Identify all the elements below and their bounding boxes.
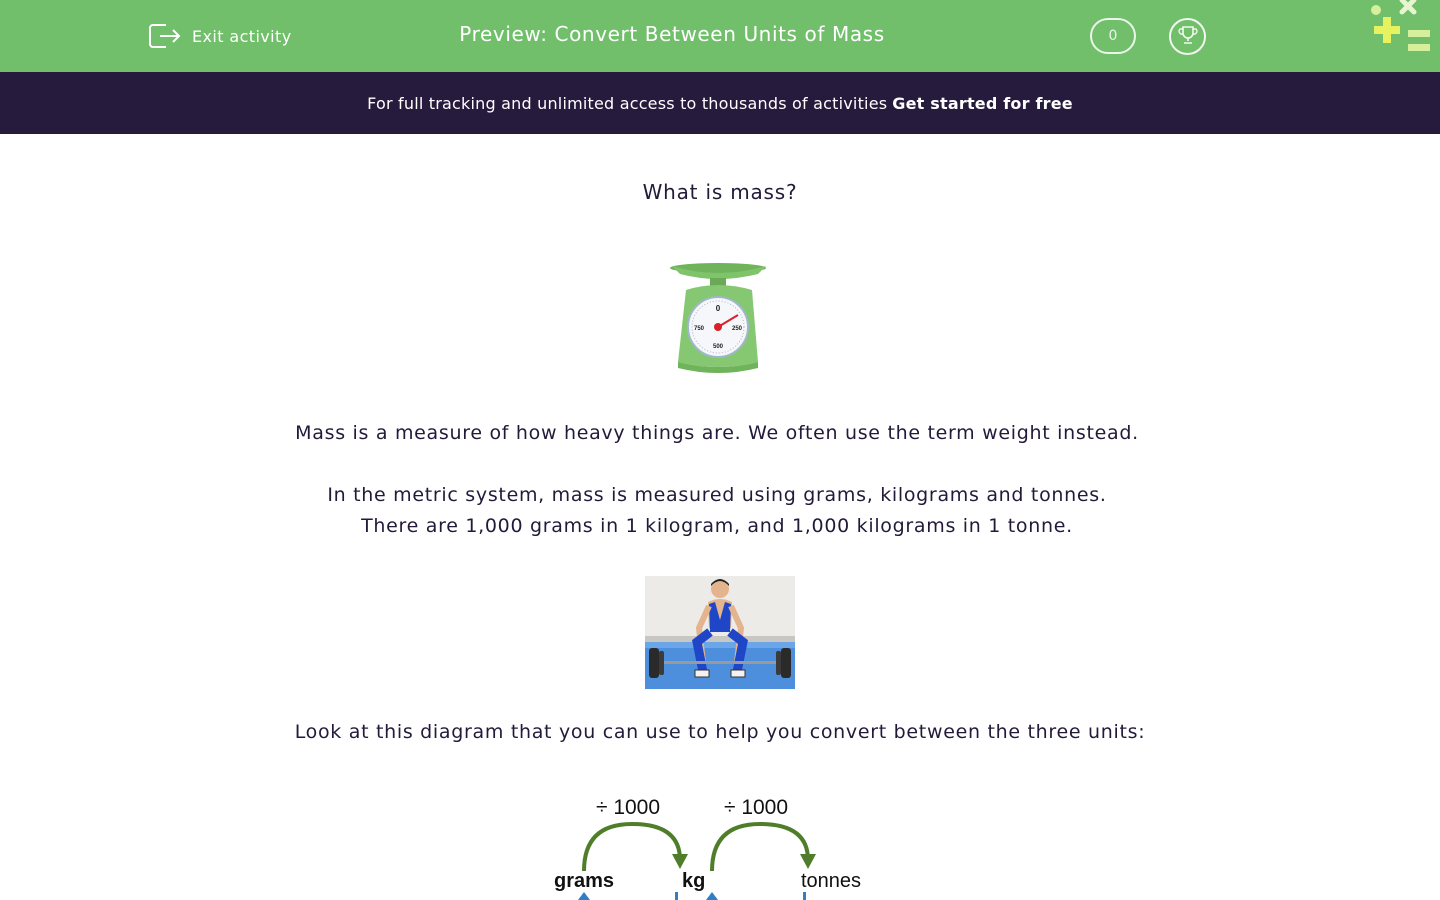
arrow1-label: ÷ 1000	[595, 796, 661, 819]
trophy-icon	[1177, 24, 1199, 50]
question-heading: What is mass?	[642, 180, 798, 204]
dial-label-250: 250	[731, 326, 743, 332]
arrow-grams-to-kg	[584, 824, 680, 871]
arrow2-label: ÷ 1000	[723, 796, 789, 819]
metric-units-line2: There are 1,000 grams in 1 kilogram, and 1,000 kilograms in 1 tonne.	[361, 515, 1073, 537]
brand-logo	[1366, 0, 1440, 60]
return-arrow-head-1	[578, 892, 590, 900]
unit-conversion-diagram	[540, 784, 900, 900]
top-bar	[0, 0, 1440, 72]
dial-label-750: 750	[693, 326, 705, 332]
trophy-button[interactable]	[1169, 18, 1206, 55]
return-arrow-tail-2	[803, 892, 806, 900]
arrowhead-kg-to-tonnes	[800, 854, 816, 869]
kitchen-scale-image	[666, 260, 772, 382]
weightlifter-image	[645, 576, 795, 689]
unit-grams: grams	[554, 870, 615, 892]
dial-label-0: 0	[715, 304, 721, 313]
signup-banner	[0, 72, 1440, 134]
page-title: Preview: Convert Between Units of Mass	[459, 22, 885, 46]
score-badge: 0	[1090, 18, 1136, 54]
unit-kg: kg	[682, 870, 706, 892]
dial-label-500: 500	[712, 344, 724, 350]
exit-label: Exit activity	[192, 26, 292, 46]
arrow-kg-to-tonnes	[712, 824, 808, 871]
metric-units-line1: In the metric system, mass is measured using grams, kilograms and tonnes.	[327, 484, 1107, 506]
mass-definition: Mass is a measure of how heavy things are. We often use the term weight instead.	[295, 422, 1139, 444]
return-arrow-tail-1	[675, 892, 678, 900]
return-arrow-head-2	[706, 892, 718, 900]
diagram-intro: Look at this diagram that you can use to help you convert between the three units:	[294, 721, 1146, 743]
get-started-link[interactable]: Get started for free	[892, 93, 1073, 113]
banner-text: For full tracking and unlimited access to thousands of activities	[367, 93, 888, 113]
arrowhead-grams-to-kg	[672, 854, 688, 869]
unit-tonnes: tonnes	[801, 870, 862, 892]
